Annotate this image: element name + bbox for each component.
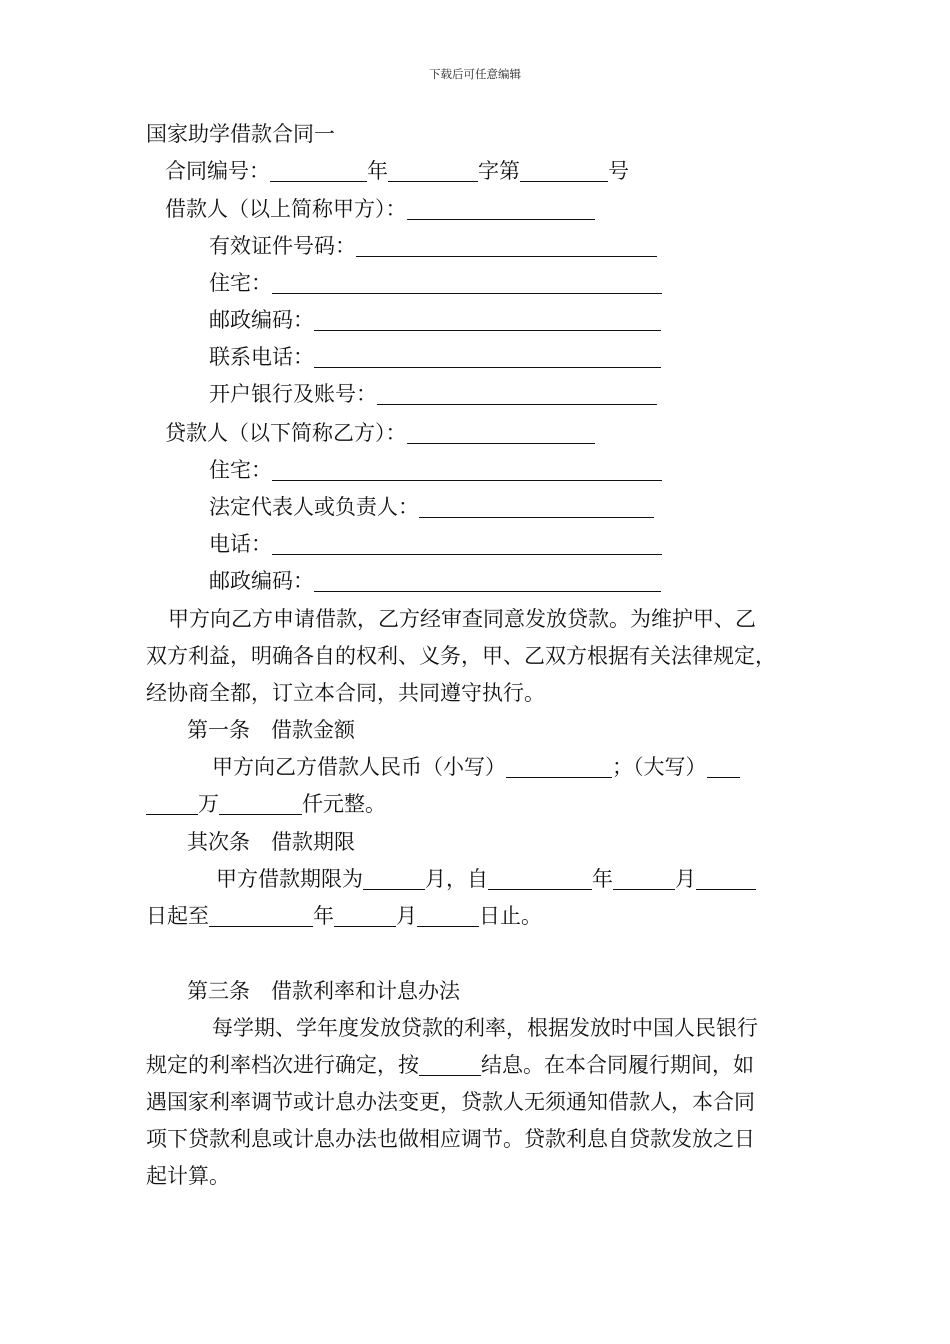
article2-ri-zhi: 日止。 xyxy=(479,904,542,928)
lender-postcode-label: 邮政编码： xyxy=(209,569,314,593)
lender-heading: 贷款人（以下简称乙方）： xyxy=(165,421,407,445)
end-year-blank xyxy=(209,904,313,927)
start-year-blank xyxy=(488,867,592,890)
contract-year-label: 年 xyxy=(367,159,388,183)
article3-line-5: 起计算。 xyxy=(146,1164,230,1188)
lender-rep-line xyxy=(209,493,654,521)
lender-address-line xyxy=(209,456,662,484)
page-header-note: 下载后可任意编辑 xyxy=(429,67,521,81)
article2-yue: 月 xyxy=(675,867,696,891)
contract-hao-label: 号 xyxy=(608,159,629,183)
borrower-heading: 借款人（以上简称甲方）： xyxy=(165,197,407,221)
article3-line-1: 每学期、学年度发放贷款的利率，根据发放时中国人民银行 xyxy=(212,1016,758,1040)
end-day-blank xyxy=(417,904,479,927)
lender-phone-label: 电话： xyxy=(209,532,272,556)
contract-zi-blank xyxy=(388,159,478,182)
article3-line-3: 遇国家利率调节或计息办法变更，贷款人无须通知借款人，本合同 xyxy=(146,1090,755,1114)
article3-line-2 xyxy=(146,1051,754,1079)
contract-number-line xyxy=(165,157,629,185)
article1-title: 第一条 借款金额 xyxy=(187,718,355,742)
lender-address-blank xyxy=(272,458,662,481)
article1-qian: 仟元整。 xyxy=(302,792,386,816)
lender-heading-line xyxy=(165,419,595,447)
article2-ri-qi-zhi: 日起至 xyxy=(146,904,209,928)
contract-year-blank xyxy=(270,159,367,182)
article2-term-line-2 xyxy=(146,902,542,930)
borrower-bank-blank xyxy=(377,382,657,405)
article2-nian2: 年 xyxy=(313,904,334,928)
end-month-blank xyxy=(334,904,396,927)
document-title: 国家助学借款合同一 xyxy=(146,122,335,146)
article1-wan: 万 xyxy=(198,792,219,816)
borrower-id-line xyxy=(209,232,657,260)
intro-line-2: 双方利益，明确各自的权利、义务，甲、乙双方根据有关法律规定， xyxy=(146,644,776,668)
article3-line-2b: 结息。在本合同履行期间，如 xyxy=(481,1053,754,1077)
borrower-address-blank xyxy=(272,271,662,294)
borrower-bank-line xyxy=(209,380,657,408)
article1-amount-line xyxy=(212,753,740,781)
interest-settlement-blank xyxy=(419,1053,481,1076)
start-day-blank xyxy=(696,867,756,890)
lender-rep-label: 法定代表人或负责人： xyxy=(209,495,419,519)
intro-line-3: 经协商全都，订立本合同，共同遵守执行。 xyxy=(146,681,545,705)
amount-lowercase-blank xyxy=(506,755,612,778)
lender-phone-line xyxy=(209,530,662,558)
borrower-address-label: 住宅： xyxy=(209,271,272,295)
lender-postcode-line xyxy=(209,567,661,595)
lender-phone-blank xyxy=(272,532,662,555)
amount-uppercase-blank xyxy=(707,755,740,778)
article2-text-a: 甲方借款期限为 xyxy=(216,867,363,891)
lender-rep-blank xyxy=(419,495,654,518)
borrower-postcode-blank xyxy=(314,308,661,331)
contract-number-label: 合同编号： xyxy=(165,159,270,183)
start-month-blank xyxy=(613,867,675,890)
borrower-id-blank xyxy=(356,234,657,257)
amount-qian-blank xyxy=(219,792,302,815)
term-months-blank xyxy=(363,867,425,890)
borrower-postcode-label: 邮政编码： xyxy=(209,308,314,332)
borrower-phone-line xyxy=(209,343,661,371)
article2-term-line xyxy=(216,865,756,893)
borrower-address-line xyxy=(209,269,662,297)
article1-amount-line-2 xyxy=(146,790,386,818)
borrower-phone-blank xyxy=(314,345,661,368)
contract-zidi-label: 字第 xyxy=(478,159,520,183)
lender-name-blank xyxy=(407,421,595,444)
borrower-bank-label: 开户银行及账号： xyxy=(209,382,377,406)
borrower-phone-label: 联系电话： xyxy=(209,345,314,369)
intro-line-1: 甲方向乙方申请借款，乙方经审查同意发放贷款。为维护甲、乙 xyxy=(168,607,756,631)
article3-line-4: 项下贷款利息或计息办法也做相应调节。贷款利息自贷款发放之日 xyxy=(146,1127,755,1151)
article2-yue-zi: 月，自 xyxy=(425,867,488,891)
article3-line-2a: 规定的利率档次进行确定，按 xyxy=(146,1053,419,1077)
borrower-id-label: 有效证件号码： xyxy=(209,234,356,258)
article2-title: 其次条 借款期限 xyxy=(187,830,355,854)
amount-wan-blank xyxy=(146,792,198,815)
borrower-postcode-line xyxy=(209,306,661,334)
contract-number-blank xyxy=(520,159,608,182)
lender-address-label: 住宅： xyxy=(209,458,272,482)
lender-postcode-blank xyxy=(314,569,661,592)
borrower-name-blank xyxy=(407,197,595,220)
article2-nian: 年 xyxy=(592,867,613,891)
borrower-heading-line xyxy=(165,195,595,223)
article1-text-a: 甲方向乙方借款人民币（小写） xyxy=(212,755,506,779)
article3-title: 第三条 借款利率和计息办法 xyxy=(187,979,460,1003)
article2-yue2: 月 xyxy=(396,904,417,928)
article1-text-b: ；（大写） xyxy=(612,755,707,779)
